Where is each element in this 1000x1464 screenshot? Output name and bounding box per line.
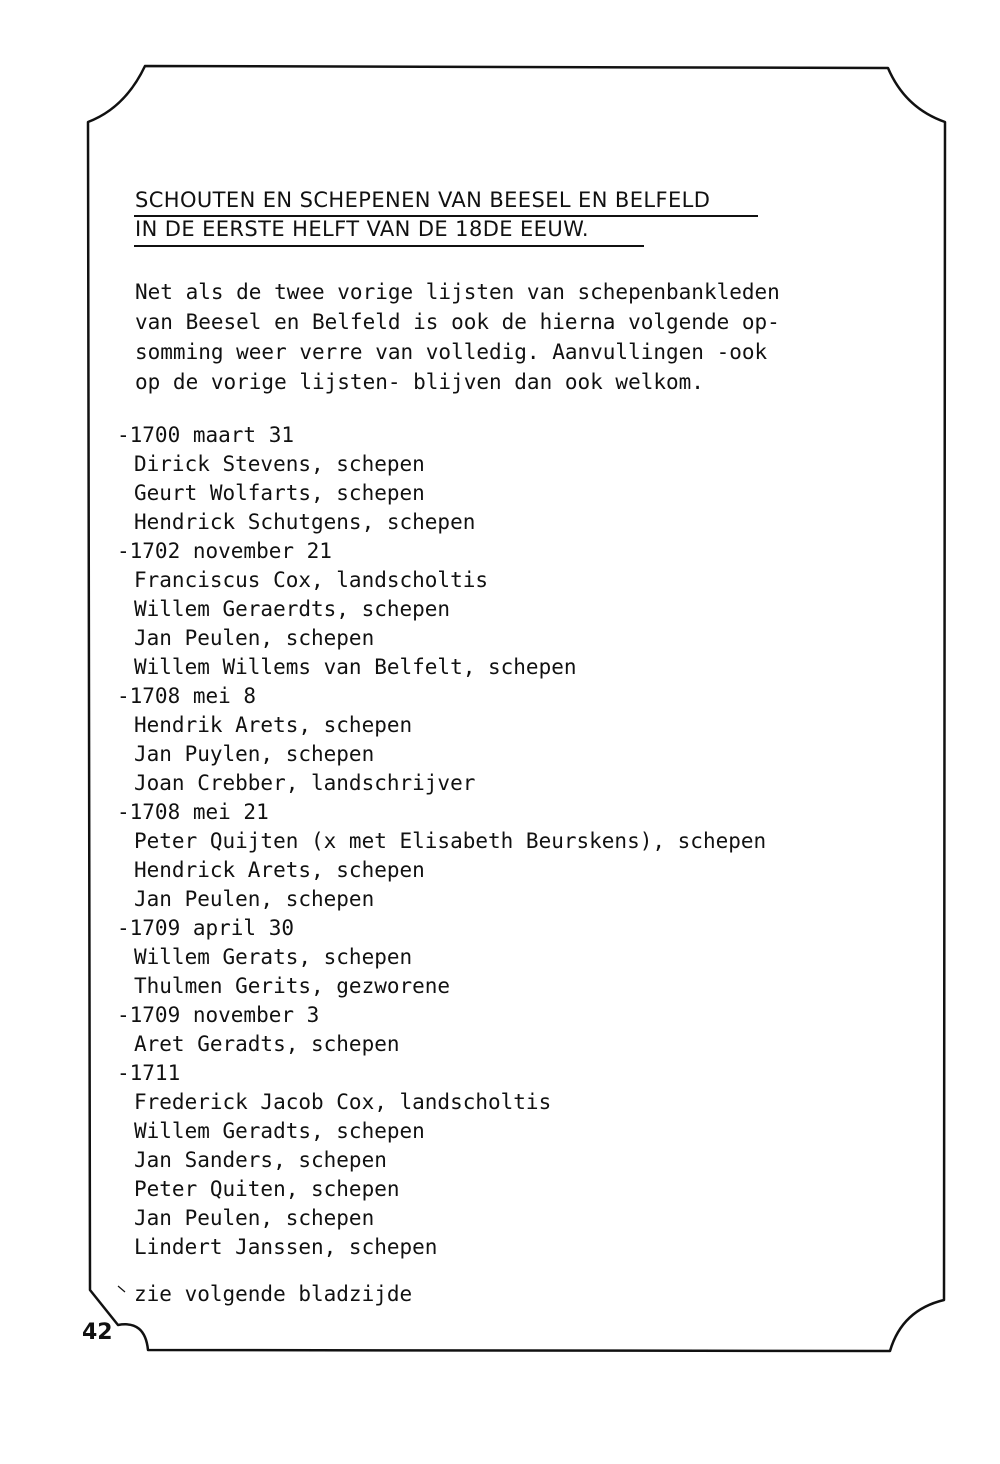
intro-paragraph [135,277,780,397]
member-entry: Joan Crebber, landschrijver [134,771,476,795]
member-entry: Hendrik Arets, schepen [134,713,413,737]
member-entry: Willem Geraerdts, schepen [134,597,451,621]
member-entry: Jan Peulen, schepen [134,1206,375,1230]
title-line-2: IN DE EERSTE HELFT VAN DE 18DE EEUW. [135,217,589,241]
member-entry: Hendrick Arets, schepen [134,858,425,882]
member-entry: Frederick Jacob Cox, landscholtis [134,1090,552,1114]
session-date: -1708 mei 21 [117,800,269,824]
member-entry: Willem Geradts, schepen [134,1119,425,1143]
title-underline-2 [134,245,644,247]
member-entry: Peter Quijten (x met Elisabeth Beurskens), schepen [134,829,767,853]
session-date: -1711 [117,1061,181,1085]
member-entry: Jan Peulen, schepen [134,626,375,650]
member-entry: Jan Peulen, schepen [134,887,375,911]
session-date: -1700 maart 31 [117,423,295,447]
member-entry: Thulmen Gerits, gezworene [134,974,451,998]
intro-line: op de vorige lijsten- blijven dan ook welkom. [135,370,704,394]
member-entry: Geurt Wolfarts, schepen [134,481,425,505]
member-entry: Jan Sanders, schepen [134,1148,387,1172]
member-entry: Willem Gerats, schepen [134,945,413,969]
intro-line: somming weer verre van volledig. Aanvullingen -ook [135,340,768,364]
member-entry: Dirick Stevens, schepen [134,452,425,476]
register-list [117,421,766,1262]
title-line-1: SCHOUTEN EN SCHEPENEN VAN BEESEL EN BELFELD [135,188,711,212]
continued-note: zie volgende bladzijde [134,1282,413,1306]
page-number: 42 [82,1320,113,1345]
member-entry: Lindert Janssen, schepen [134,1235,438,1259]
session-date: -1702 november 21 [117,539,332,563]
member-entry: Willem Willems van Belfelt, schepen [134,655,577,679]
intro-line: Net als de twee vorige lijsten van schepenbankleden [135,280,780,304]
member-entry: Franciscus Cox, landscholtis [134,568,489,592]
member-entry: Aret Geradts, schepen [134,1032,400,1056]
intro-line: van Beesel en Belfeld is ook de hierna volgende op- [135,310,780,334]
session-date: -1709 april 30 [117,916,295,940]
member-entry: Peter Quiten, schepen [134,1177,400,1201]
member-entry: Jan Puylen, schepen [134,742,375,766]
session-date: -1709 november 3 [117,1003,320,1027]
session-date: -1708 mei 8 [117,684,257,708]
member-entry: Hendrick Schutgens, schepen [134,510,476,534]
